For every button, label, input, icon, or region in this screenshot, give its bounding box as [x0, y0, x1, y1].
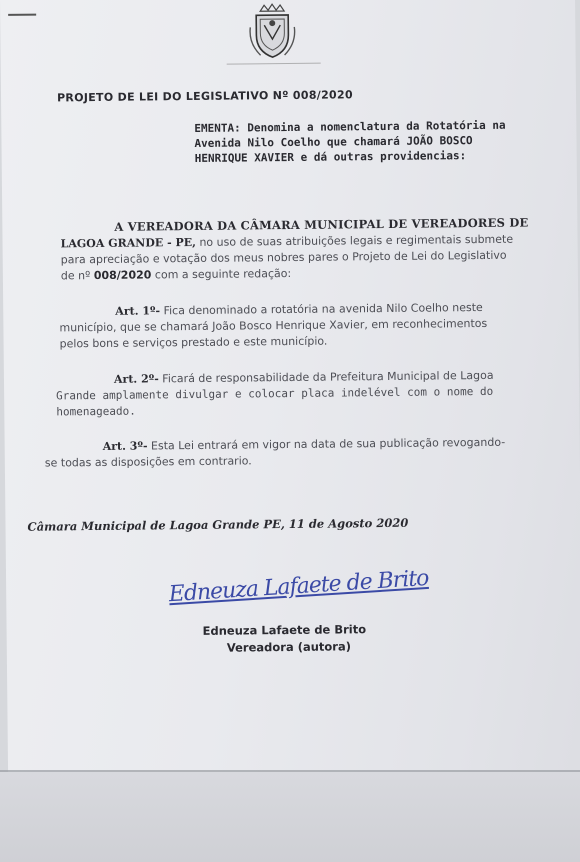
page-fold-line: [0, 770, 580, 772]
article-3-line-1: [103, 436, 506, 453]
background-surface: [0, 772, 580, 862]
article-2-label: Art. 2º-: [113, 372, 159, 386]
document-title: PROJETO DE LEI DO LEGISLATIVO Nº 008/2020: [56, 88, 353, 105]
coat-of-arms-caption: [227, 63, 321, 68]
signatory-role: Vereadora (autora): [226, 639, 352, 655]
article-3-line-2: se todas as disposições em contrario.: [44, 454, 252, 470]
place-and-date: Câmara Municipal de Lagoa Grande PE, 11 de Agosto 2020: [27, 515, 409, 534]
signatory-name: Edneuza Lafaete de Brito: [202, 622, 367, 638]
preamble-city: LAGOA GRANDE - PE,: [60, 235, 196, 251]
article-2-text-1: Ficará de responsabilidade da Prefeitura Municipal de Lagoa: [158, 368, 494, 386]
article-1-label: Art. 1º-: [115, 304, 161, 318]
article-3-text-1: Esta Lei entrará em vigor na data de sua publicação revogando-: [147, 435, 506, 453]
article-2-line-1: [114, 369, 494, 386]
coat-of-arms-icon: [246, 3, 299, 66]
handwritten-signature: Edneuza Lafaete de Brito: [168, 565, 430, 608]
top-left-mark: [8, 14, 36, 16]
ementa-line-2: Avenida Nilo Coelho que chamará JOÃO BOSCO: [194, 134, 473, 150]
article-1-line-2: município, que se chamará João Bosco Henrique Xavier, em reconhecimentos: [59, 316, 488, 335]
article-2-line-2: Grande amplamente divulgar e colocar placa indelével com o nome do: [56, 384, 494, 403]
ementa-line-3: HENRIQUE XAVIER e dá outras providencias:: [194, 149, 467, 165]
article-3-label: Art. 3º-: [102, 439, 148, 453]
preamble-line-1: A VEREADORA DA CÂMARA MUNICIPAL DE VEREADORES DE: [114, 215, 529, 234]
project-number: 008/2020: [93, 268, 152, 283]
preamble-line-2: [60, 233, 513, 251]
ementa-line-1: EMENTA: Denomina a nomenclatura da Rotatória na: [194, 118, 506, 135]
article-2-line-3: homenageado.: [56, 404, 136, 419]
article-1-line-1: [115, 301, 483, 318]
preamble-line-4-c: com a seguinte redação:: [151, 266, 292, 282]
article-1-line-3: pelos bons e serviços prestado e este município.: [59, 334, 328, 351]
preamble-line-2-text: no uso de suas atribuições legais e regimentais submete: [195, 232, 514, 249]
preamble-line-3: para apreciação e votação dos meus nobres pares o Projeto de Lei do Legislativo: [60, 248, 507, 267]
preamble-line-4-a: de nº: [60, 269, 94, 283]
preamble-line-4: [61, 267, 291, 282]
article-1-text-1: Fica denominado a rotatória na avenida Nilo Coelho neste: [159, 300, 483, 318]
